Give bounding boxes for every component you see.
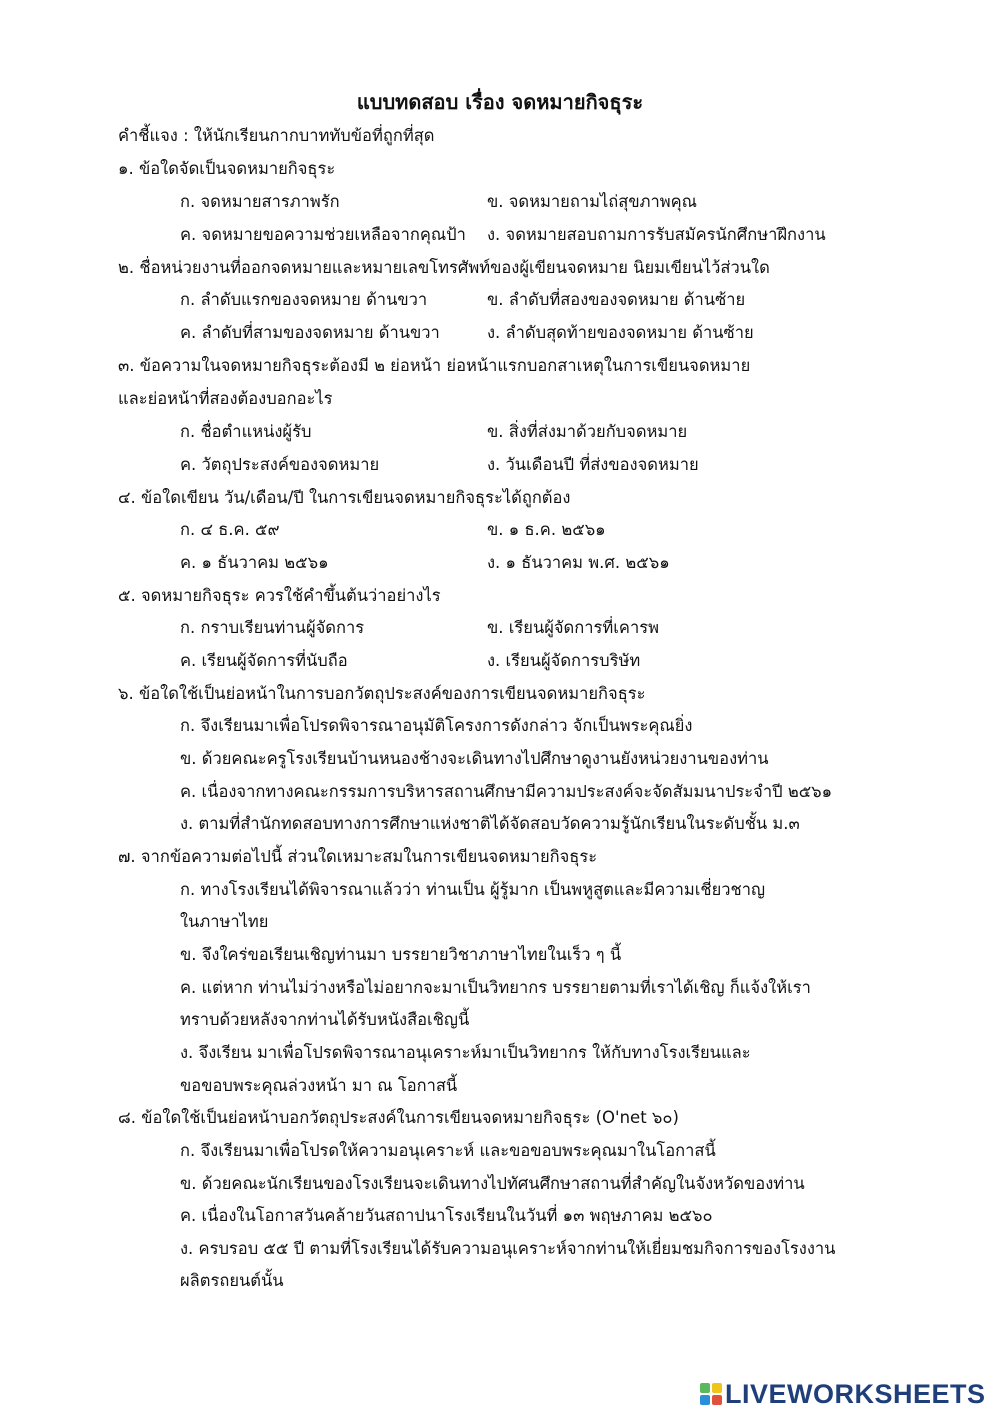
q8-choice-b: ข. ด้วยคณะนักเรียนของโรงเรียนจะเดินทางไปทัศนศึกษาสถานที่สำคัญในจังหวัดของท่าน — [180, 1174, 805, 1193]
q1-choice-a: ก. จดหมายสารภาพรัก — [180, 192, 340, 211]
q7-choice-b: ข. จึงใคร่ขอเรียนเชิญท่านมา บรรยายวิชาภาษาไทยในเร็ว ๆ นี้ — [180, 945, 622, 964]
q3-stem-line2: และย่อหน้าที่สองต้องบอกอะไร — [118, 389, 333, 408]
q4-stem: ๔. ข้อใดเขียน วัน/เดือน/ปี ในการเขียนจดหมายกิจธุระได้ถูกต้อง — [118, 488, 571, 507]
q1-choice-c: ค. จดหมายขอความช่วยเหลือจากคุณป้า — [180, 225, 466, 244]
q5-choice-d: ง. เรียนผู้จัดการบริษัท — [487, 651, 641, 670]
instruction: คำชี้แจง : ให้นักเรียนกากบาททับข้อที่ถูกที่สุด — [118, 126, 435, 145]
q8-stem: ๘. ข้อใดใช้เป็นย่อหน้าบอกวัตถุประสงค์ในการเขียนจดหมายกิจธุระ (O'net ๖๐) — [118, 1108, 679, 1127]
q3-choice-c: ค. วัตถุประสงค์ของจดหมาย — [180, 455, 380, 474]
q2-choice-c: ค. ลำดับที่สามของจดหมาย ด้านขวา — [180, 323, 440, 342]
q7-choice-d-line1: ง. จึงเรียน มาเพื่อโปรดพิจารณาอนุเคราะห์มาเป็นวิทยากร ให้กับทางโรงเรียนและ — [180, 1043, 751, 1062]
q6-choice-c: ค. เนื่องจากทางคณะกรรมการบริหารสถานศึกษามีความประสงค์จะจัดสัมมนาประจำปี ๒๕๖๑ — [180, 782, 833, 801]
q3-choice-d: ง. วันเดือนปี ที่ส่งของจดหมาย — [487, 455, 699, 474]
liveworksheets-logo — [700, 1378, 986, 1410]
q1-choice-b: ข. จดหมายถามไถ่สุขภาพคุณ — [487, 192, 697, 211]
q8-choice-a: ก. จึงเรียนมาเพื่อโปรดให้ความอนุเคราะห์ และขอขอบพระคุณมาในโอกาสนี้ — [180, 1141, 716, 1160]
q2-choice-d: ง. ลำดับสุดท้ายของจดหมาย ด้านซ้าย — [487, 323, 754, 342]
q3-stem-line1: ๓. ข้อความในจดหมายกิจธุระต้องมี ๒ ย่อหน้า ย่อหน้าแรกบอกสาเหตุในการเขียนจดหมาย — [118, 356, 751, 375]
logo-square-green — [700, 1383, 710, 1393]
q8-choice-d-line1: ง. ครบรอบ ๕๕ ปี ตามที่โรงเรียนได้รับความอนุเคราะห์จากท่านให้เยี่ยมชมกิจการของโรงงาน — [180, 1239, 836, 1258]
q1-stem: ๑. ข้อใดจัดเป็นจดหมายกิจธุระ — [118, 159, 336, 178]
liveworksheets-mark-icon — [700, 1383, 722, 1405]
q5-choice-a: ก. กราบเรียนท่านผู้จัดการ — [180, 618, 365, 637]
q4-choice-c: ค. ๑ ธันวาคม ๒๕๖๑ — [180, 553, 329, 572]
q6-choice-a: ก. จึงเรียนมาเพื่อโปรดพิจารณาอนุมัติโครงการดังกล่าว จักเป็นพระคุณยิ่ง — [180, 716, 693, 735]
q7-choice-c-line1: ค. แต่หาก ท่านไม่ว่างหรือไม่อยากจะมาเป็นวิทยากร บรรยายตามที่เราได้เชิญ ก็แจ้งให้เรา — [180, 978, 811, 997]
q3-choice-a: ก. ชื่อตำแหน่งผู้รับ — [180, 422, 312, 441]
q1-choice-d: ง. จดหมายสอบถามการรับสมัครนักศึกษาฝึกงาน — [487, 225, 826, 244]
q6-choice-d: ง. ตามที่สำนักทดสอบทางการศึกษาแห่งชาติได้จัดสอบวัดความรู้นักเรียนในระดับชั้น ม.๓ — [180, 814, 800, 833]
logo-square-red — [712, 1395, 722, 1405]
q7-stem: ๗. จากข้อความต่อไปนี้ ส่วนใดเหมาะสมในการเขียนจดหมายกิจธุระ — [118, 847, 598, 866]
q8-choice-c: ค. เนื่องในโอกาสวันคล้ายวันสถาปนาโรงเรียนในวันที่ ๑๓ พฤษภาคม ๒๕๖๐ — [180, 1206, 713, 1225]
q3-choice-b: ข. สิ่งที่ส่งมาด้วยกับจดหมาย — [487, 422, 688, 441]
q6-choice-b: ข. ด้วยคณะครูโรงเรียนบ้านหนองช้างจะเดินทางไปศึกษาดูงานยังหน่วยงานของท่าน — [180, 749, 769, 768]
logo-square-blue — [700, 1395, 710, 1405]
q2-choice-a: ก. ลำดับแรกของจดหมาย ด้านขวา — [180, 290, 428, 309]
q7-choice-d-line2: ขอขอบพระคุณล่วงหน้า มา ณ โอกาสนี้ — [180, 1076, 458, 1095]
q4-choice-d: ง. ๑ ธันวาคม พ.ศ. ๒๕๖๑ — [487, 553, 670, 572]
q4-choice-b: ข. ๑ ธ.ค. ๒๕๖๑ — [487, 520, 606, 539]
q5-choice-b: ข. เรียนผู้จัดการที่เคารพ — [487, 618, 659, 637]
q5-choice-c: ค. เรียนผู้จัดการที่นับถือ — [180, 651, 348, 670]
q5-stem: ๕. จดหมายกิจธุระ ควรใช้คำขึ้นต้นว่าอย่างไร — [118, 586, 441, 605]
q2-stem: ๒. ชื่อหน่วยงานที่ออกจดหมายและหมายเลขโทรศัพท์ของผู้เขียนจดหมาย นิยมเขียนไว้ส่วนใด — [118, 258, 770, 277]
worksheet-title: แบบทดสอบ เรื่อง จดหมายกิจธุระ — [356, 90, 644, 114]
q4-choice-a: ก. ๔ ธ.ค. ๕๙ — [180, 520, 280, 539]
logo-square-yellow — [712, 1383, 722, 1393]
q7-choice-a-line1: ก. ทางโรงเรียนได้พิจารณาแล้วว่า ท่านเป็น ผู้รู้มาก เป็นพหูสูตและมีความเชี่ยวชาญ — [180, 880, 766, 899]
q7-choice-c-line2: ทราบด้วยหลังจากท่านได้รับหนังสือเชิญนี้ — [180, 1010, 470, 1029]
q8-choice-d-line2: ผลิตรถยนต์นั้น — [180, 1271, 284, 1290]
liveworksheets-wordmark: LIVEWORKSHEETS — [725, 1378, 986, 1409]
q6-stem: ๖. ข้อใดใช้เป็นย่อหน้าในการบอกวัตถุประสงค์ของการเขียนจดหมายกิจธุระ — [118, 684, 646, 703]
q7-choice-a-line2: ในภาษาไทย — [180, 912, 269, 931]
q2-choice-b: ข. ลำดับที่สองของจดหมาย ด้านซ้าย — [487, 290, 746, 309]
